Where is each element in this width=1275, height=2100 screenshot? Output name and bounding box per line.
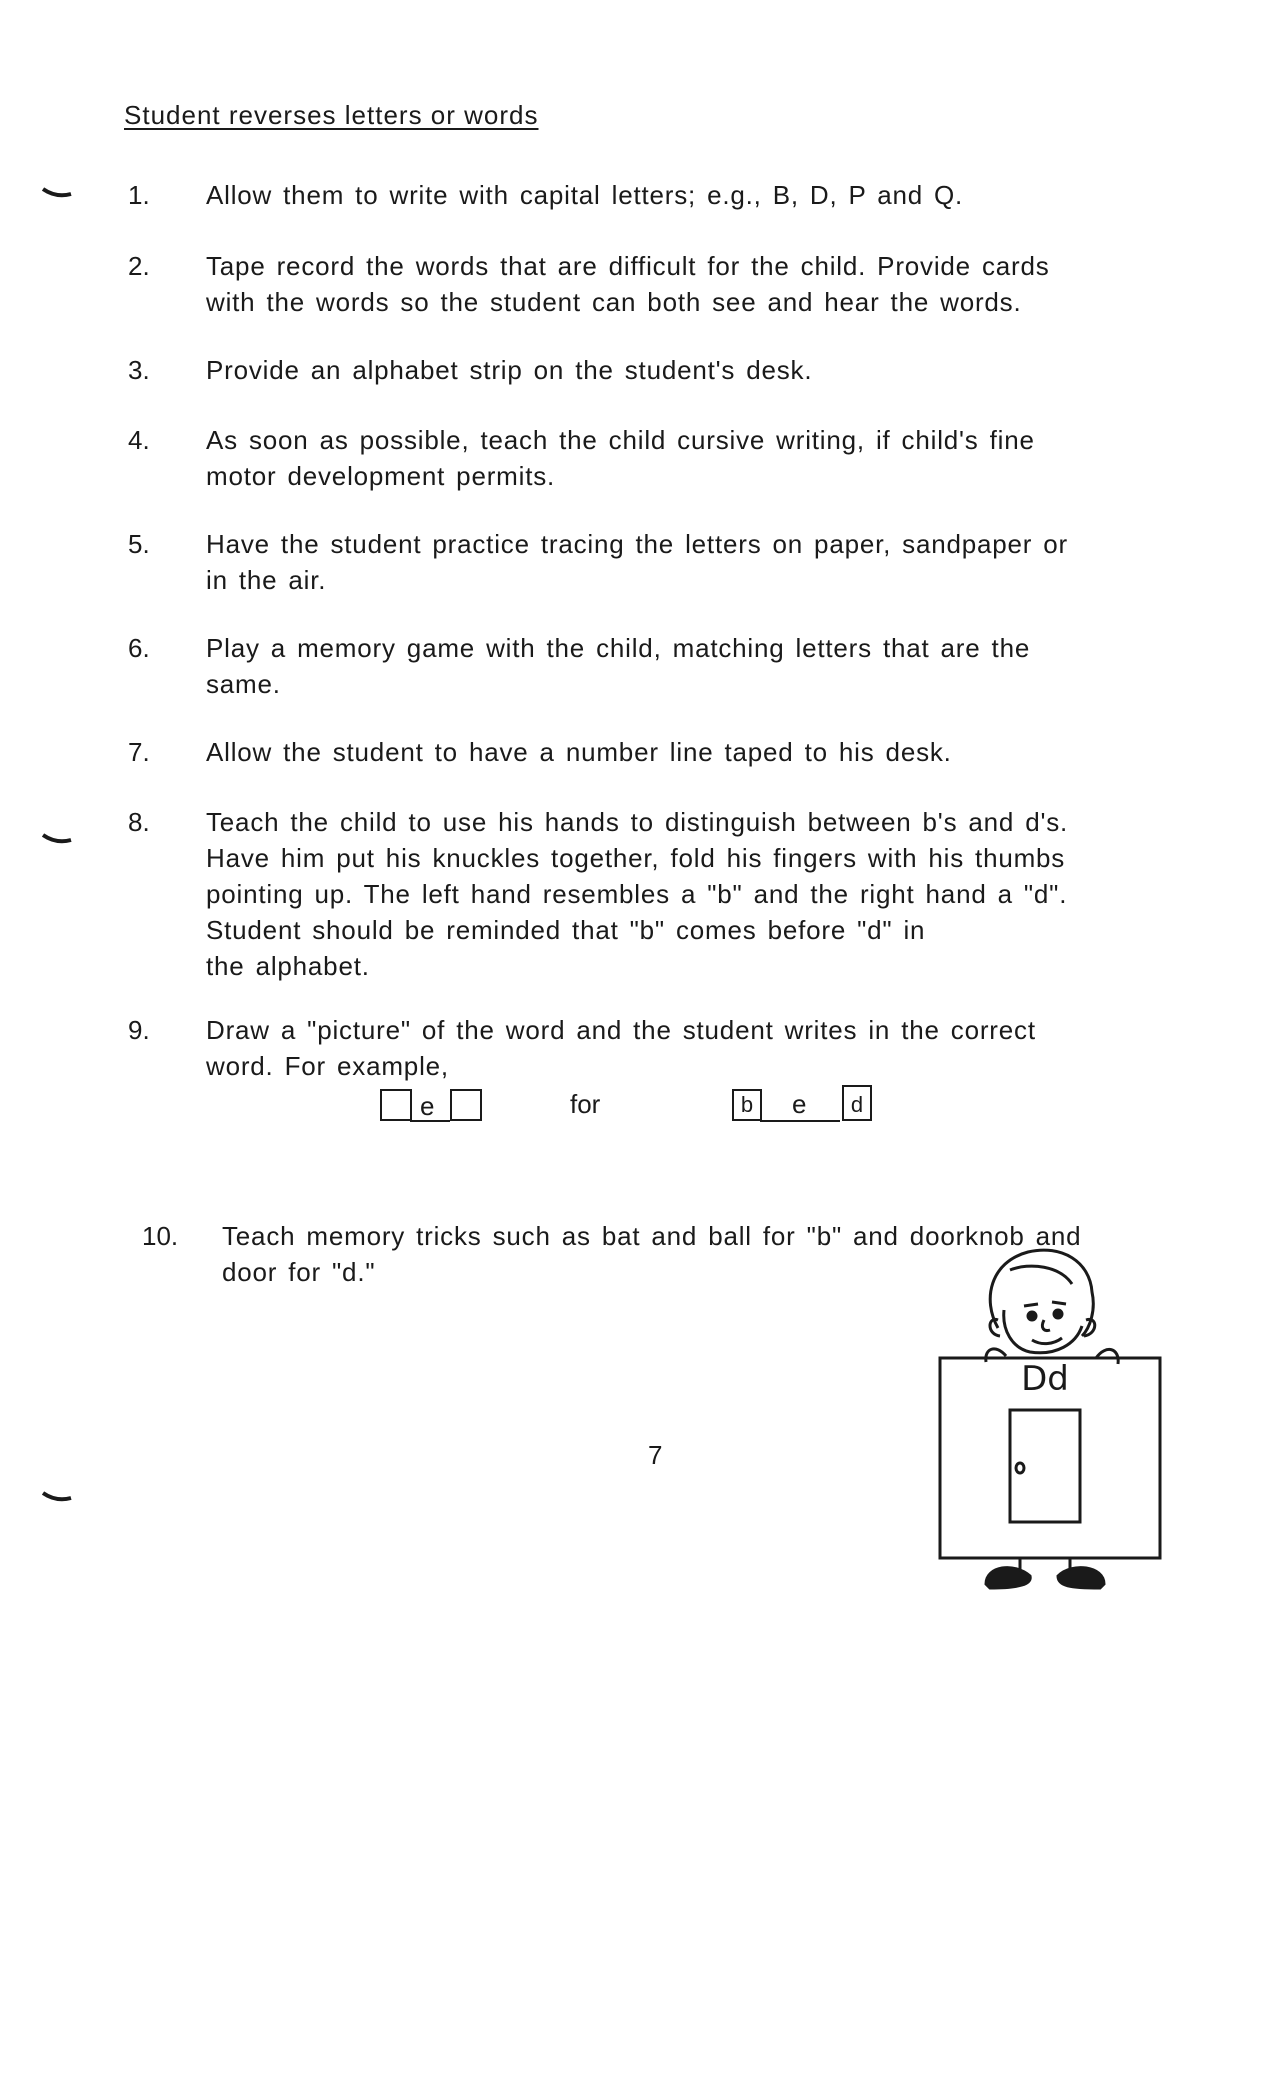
example-letter: e — [420, 1091, 435, 1121]
child-holding-sign-illustration — [920, 1240, 1170, 1590]
item-line: Allow the student to have a number line taped to his desk. — [206, 737, 952, 767]
item-number: 5. — [128, 529, 150, 559]
item-line: Have him put his knuckles together, fold his fingers with his thumbs — [206, 843, 1066, 873]
margin-mark — [42, 1490, 72, 1504]
item-line: word. For example, — [206, 1051, 449, 1081]
item-line: Draw a "picture" of the word and the student writes in the correct — [206, 1015, 1036, 1045]
letter-box-b: b — [732, 1089, 762, 1121]
item-number: 4. — [128, 425, 150, 455]
item-number: 7. — [128, 737, 150, 767]
item-line: Have the student practice tracing the letters on paper, sandpaper or — [206, 529, 1068, 559]
item-number: 8. — [128, 807, 150, 837]
item-line: Play a memory game with the child, matching letters that are the — [206, 633, 1031, 663]
item-line: Tape record the words that are difficult for the child. Provide cards — [206, 251, 1050, 281]
item-text — [206, 734, 1206, 770]
item-line: Provide an alphabet strip on the student's desk. — [206, 355, 813, 385]
example-connector: for — [570, 1089, 601, 1119]
item-number: 2. — [128, 251, 150, 281]
section-heading: Student reverses letters or words — [124, 100, 539, 130]
item-number: 1. — [128, 180, 150, 210]
empty-letter-box — [380, 1089, 412, 1121]
item-text — [206, 526, 1206, 598]
item-text — [206, 422, 1206, 494]
item-text — [206, 352, 1206, 388]
sign-letters: Dd — [1021, 1359, 1069, 1399]
item-line: motor development permits. — [206, 461, 556, 491]
item-number: 10. — [142, 1221, 179, 1251]
empty-letter-box — [450, 1089, 482, 1121]
item-line: with the words so the student can both see and hear the words. — [206, 287, 1022, 317]
item-line: As soon as possible, teach the child cursive writing, if child's fine — [206, 425, 1035, 455]
example-letter: e — [792, 1089, 807, 1119]
item-line: Teach the child to use his hands to distinguish between b's and d's. — [206, 807, 1069, 837]
margin-mark — [42, 186, 72, 200]
item-number: 6. — [128, 633, 150, 663]
page-number: 7 — [648, 1440, 663, 1470]
item-line: same. — [206, 669, 281, 699]
item-text — [206, 1012, 1206, 1084]
word-picture-example — [370, 1083, 930, 1133]
item-line: door for "d." — [222, 1257, 376, 1287]
item-line: Student should be reminded that "b" comes before "d" in — [206, 915, 926, 945]
item-number: 3. — [128, 355, 150, 385]
item-line: Teach memory tricks such as bat and ball for "b" and doorknob and — [222, 1221, 1082, 1251]
item-line: the alphabet. — [206, 951, 370, 981]
margin-mark — [42, 832, 72, 846]
item-number: 9. — [128, 1015, 150, 1045]
letter-box-d: d — [842, 1085, 872, 1121]
item-text — [206, 248, 1206, 320]
child-illustration-drawing — [920, 1240, 1170, 1590]
item-line: Allow them to write with capital letters; e.g., B, D, P and Q. — [206, 180, 964, 210]
baseline — [760, 1120, 840, 1122]
item-line: in the air. — [206, 565, 327, 595]
item-text — [206, 630, 1206, 702]
item-text — [206, 804, 1206, 984]
item-text — [206, 177, 1206, 213]
item-line: pointing up. The left hand resembles a "b" and the right hand a "d". — [206, 879, 1068, 909]
